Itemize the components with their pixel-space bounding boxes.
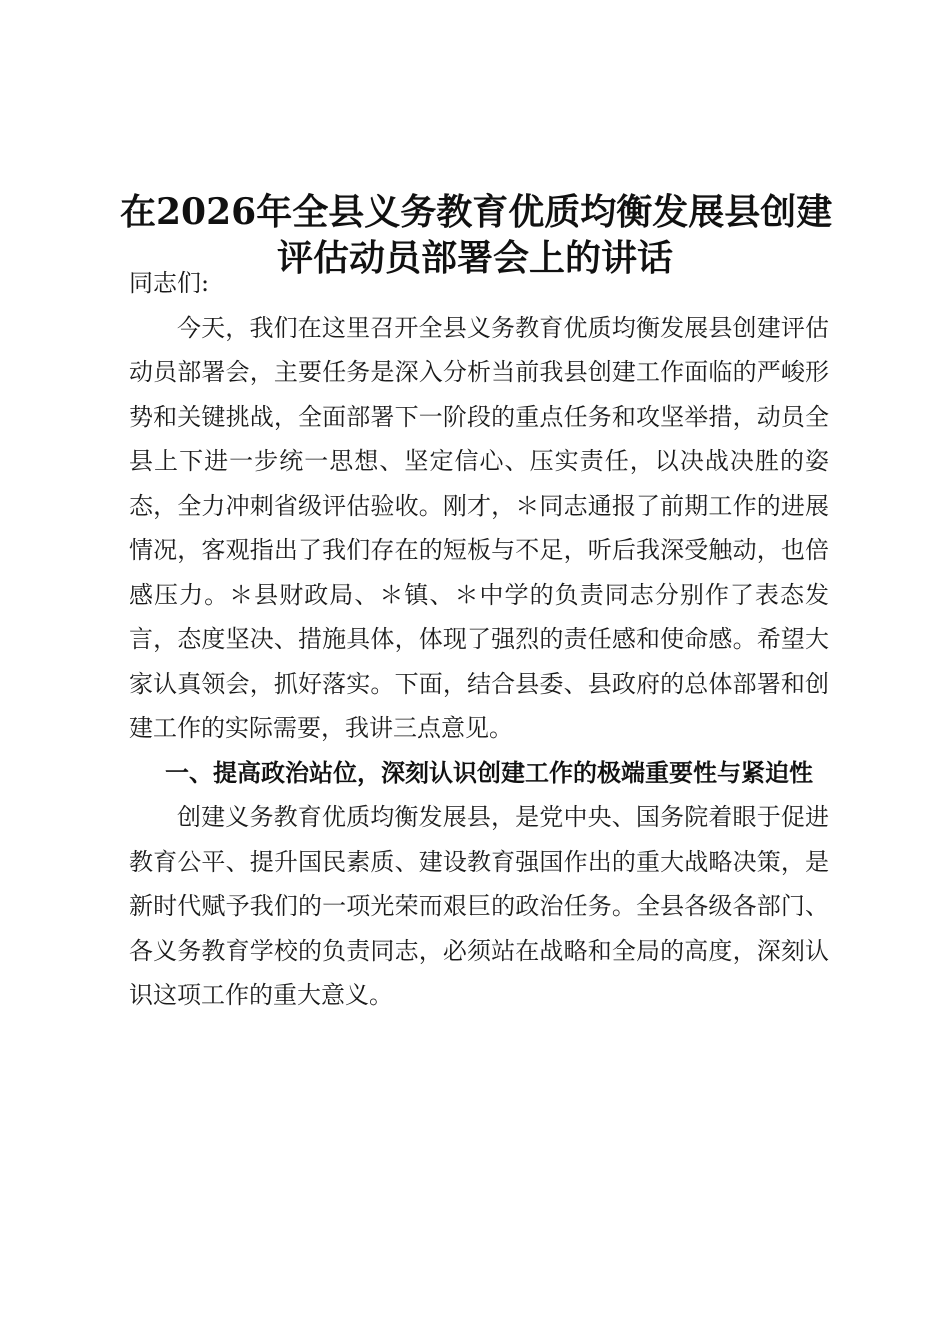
salutation: 同志们: [129,269,210,297]
document-body [129,261,829,1018]
title-line-2: 评估动员部署会上的讲话 [276,237,673,280]
intro-paragraph: 今天，我们在这里召开全县义务教育优质均衡发展县创建评估动员部署会，主要任务是深入分析当前我县创建工作面临的严峻形势和关键挑战，全面部署下一阶段的重点任务和攻坚举措，动员全县上下进一步统一思想、坚定信心、压实责任，以决战决胜的姿态，全力冲刺省级评估验收。刚才，＊同志通报了前期工作的进展情况，客观指出了我们存在的短板与不足，听后我深受触动，也倍感压力。＊县财政局、＊镇、＊中学的负责同志分别作了表态发言，态度坚决、措施具体，体现了强烈的责任感和使命感。希望大家认真领会，抓好落实。下面，结合县委、县政府的总体部署和创建工作的实际需要，我讲三点意见。 [129,313,829,742]
title-line-1: 在2026年全县义务教育优质均衡发展县创建 [120,191,833,234]
section-1-heading: 一、提高政治站位，深刻认识创建工作的极端重要性与紧迫性 [165,757,813,787]
section-1-paragraph: 创建义务教育优质均衡发展县，是党中央、国务院着眼于促进教育公平、提升国民素质、建设教育强国作出的重大战略决策，是新时代赋予我们的一项光荣而艰巨的政治任务。全县各级各部门、各义务教育学校的负责同志，必须站在战略和全局的高度，深刻认识这项工作的重大意义。 [129,803,829,1009]
